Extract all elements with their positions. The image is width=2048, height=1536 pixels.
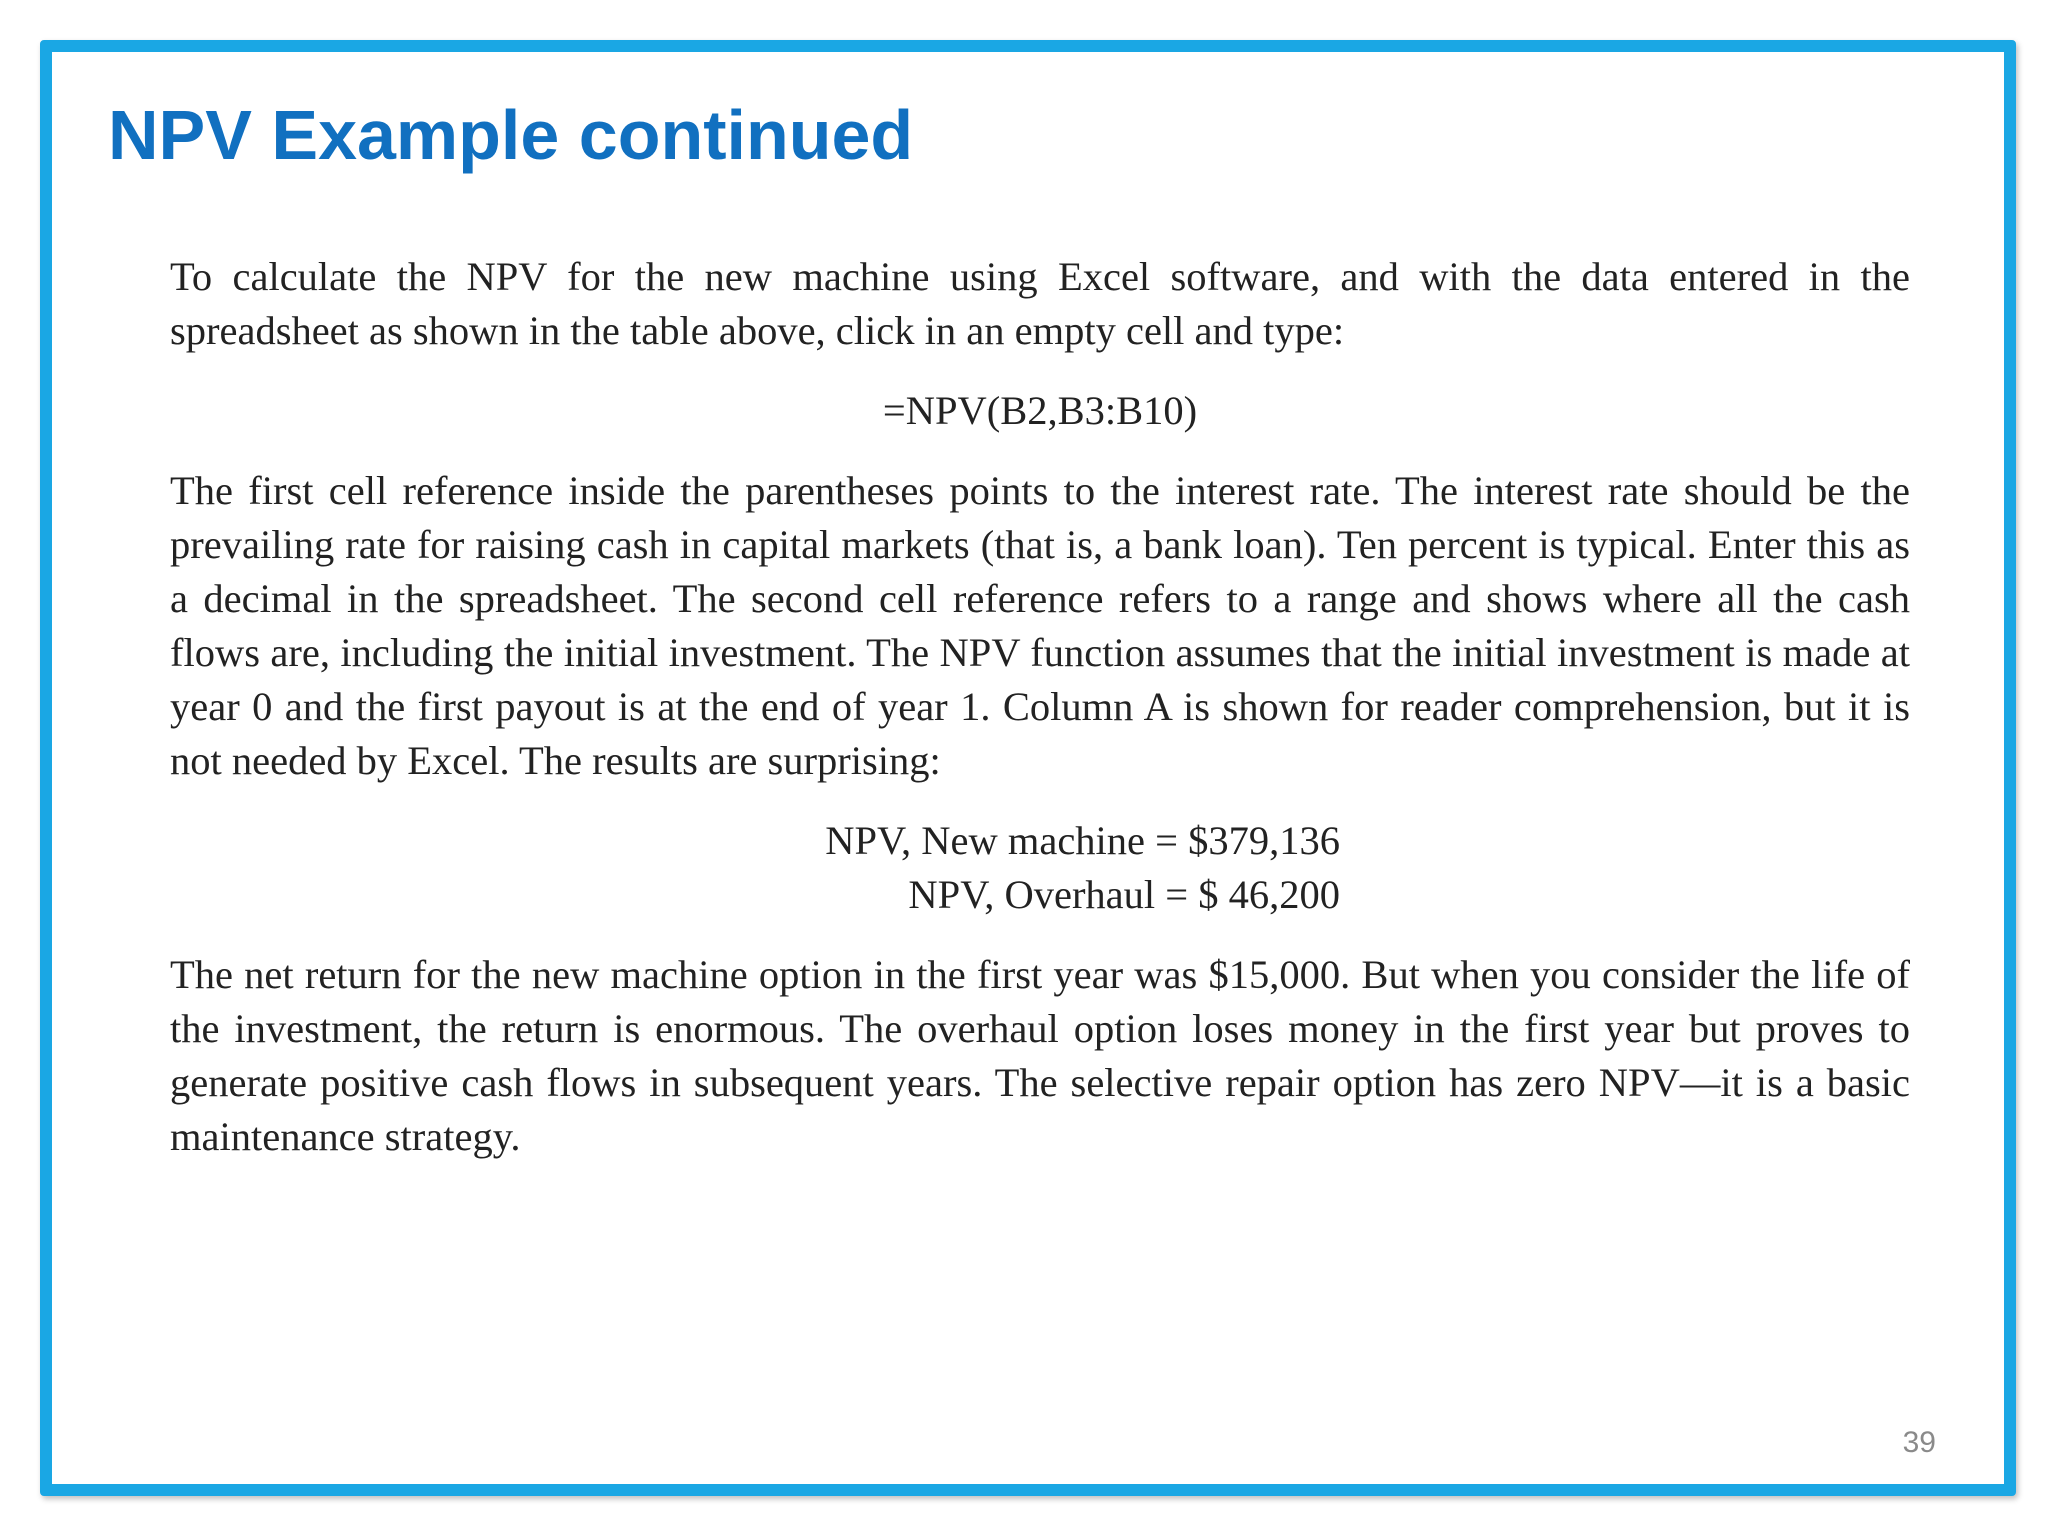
npv-result-overhaul: NPV, Overhaul = $ 46,200 bbox=[908, 872, 1340, 917]
npv-result-new-machine: NPV, New machine = $379,136 bbox=[825, 818, 1340, 863]
npv-formula: =NPV(B2,B3:B10) bbox=[882, 388, 1198, 433]
npv-results bbox=[170, 814, 1340, 922]
slide-body bbox=[170, 250, 1910, 1164]
paragraph-explanation: The first cell reference inside the parentheses points to the interest rate. The interest rate should be the prevailing rate for raising cash in capital markets (that is, a bank loan). Ten percent is typical. Enter this as a decimal in the spreadsheet. The second cell reference refers to a range and shows where all the cash flows are, including the initial investment. The NPV function assumes that the initial investment is made at year 0 and the first payout is at the end of year 1. Column A is shown for reader comprehension, but it is not needed by Excel. The results are surprising: bbox=[170, 468, 1910, 783]
paragraph-conclusion: The net return for the new machine option in the first year was $15,000. But when you consider the life of the investment, the return is enormous. The overhaul option loses money in the first year but proves to generate positive cash flows in subsequent years. The selective repair option has zero NPV—it is a basic maintenance strategy. bbox=[170, 952, 1910, 1159]
slide-title: NPV Example continued bbox=[108, 96, 914, 174]
paragraph-intro: To calculate the NPV for the new machine using Excel software, and with the data entered in the spreadsheet as shown in the table above, click in an empty cell and type: bbox=[170, 254, 1910, 353]
page-number: 39 bbox=[1902, 1426, 1936, 1459]
